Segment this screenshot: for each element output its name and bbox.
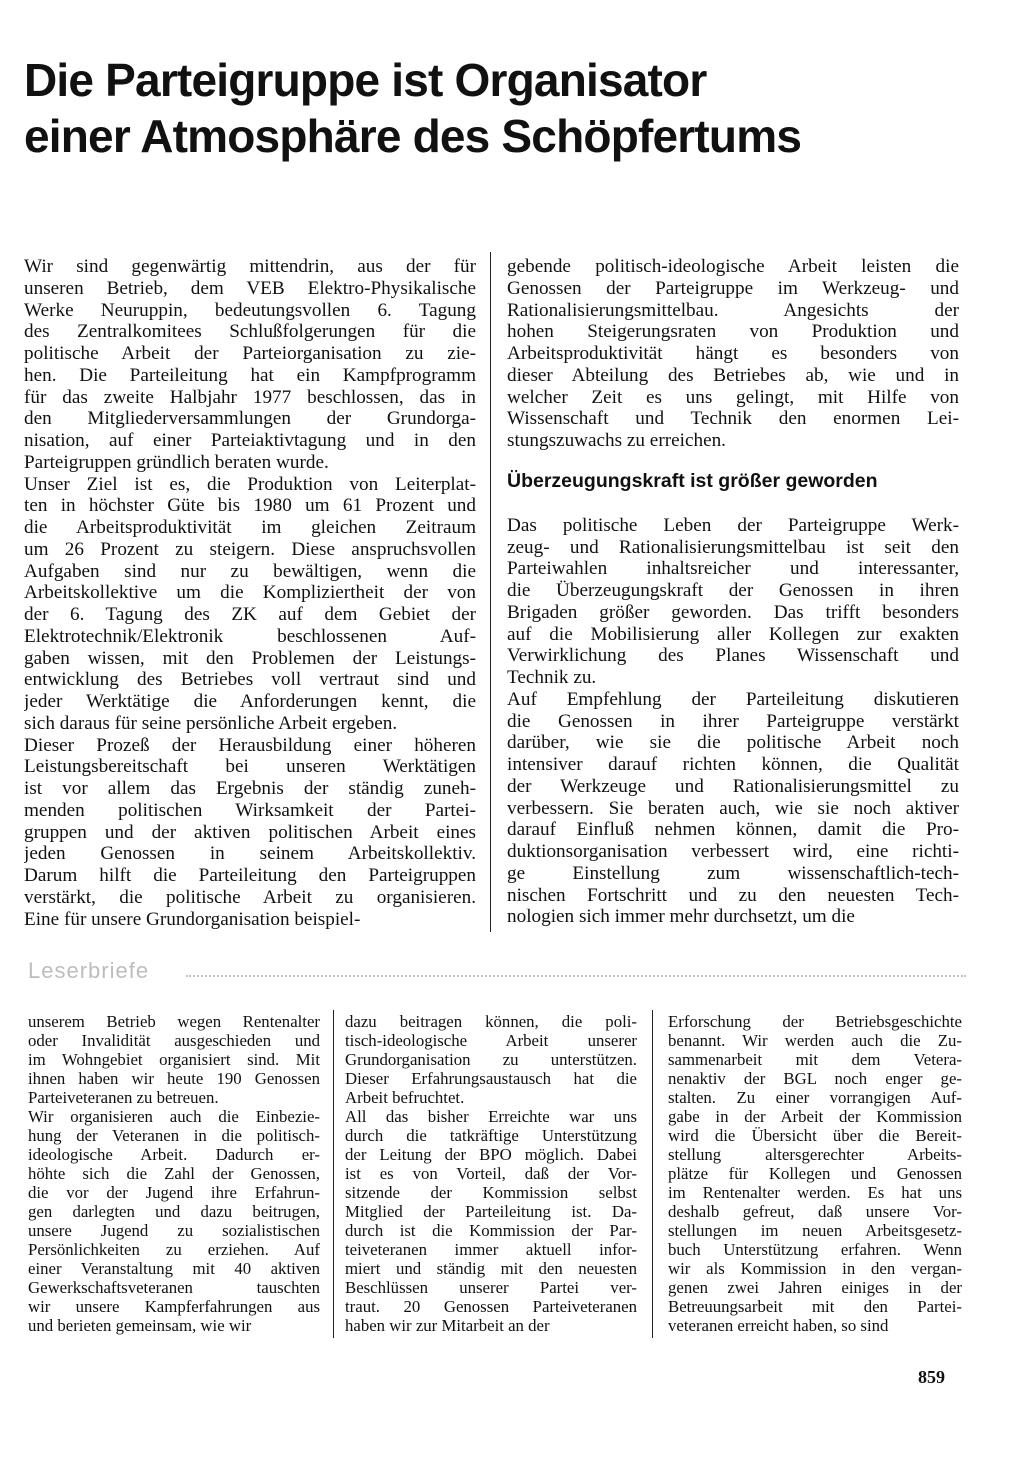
text-line: welcher Zeit es uns gelingt, mit Hilfe von [507,386,959,408]
text-line: Das politische Leben der Parteigruppe Werk- [507,514,959,536]
text-line: nisation, auf einer Parteiaktivtagung und in den [24,430,476,451]
letters-column-1 [28,1012,320,1335]
text-line: hung der Veteranen in die politisch- [28,1126,320,1145]
section-subheading: Überzeugungskraft ist größer geworden [507,469,878,492]
text-line: um 26 Prozent zu steigern. Diese anspruchsvollen [24,538,476,560]
text-line: Darum hilft die Parteileitung den Parteigruppen [24,865,476,886]
text-line: den Mitgliederversammlungen der Grundorga- [24,408,476,430]
text-line: Gewerkschaftsveteranen tauschten [28,1278,320,1297]
text-line: nenaktiv der BGL noch enger ge- [668,1069,962,1088]
text-line: durch ist die Kommission der Par- [345,1221,637,1240]
text-line: deshalb gefreut, daß unsere Vor- [668,1202,962,1221]
text-line: Unser Ziel ist es, die Produktion von Leiterplat- [24,473,476,495]
section-label-leserbriefe: Leserbriefe [28,958,150,983]
text-line: zeug- und Rationalisierungsmittelbau ist seit den [507,536,959,558]
text-line: Parteigruppen gründlich beraten wurde. [24,451,329,473]
text-line: gaben wissen, mit den Problemen der Leistungs- [24,647,476,669]
letters-column-3 [668,1012,962,1335]
text-line: der Leitung der BPO möglich. Dabei [345,1145,637,1164]
text-line: jeden Genossen in seinem Arbeitskollektiv. [24,843,476,865]
text-line: jeder Werktätige die Anforderungen kennt, die [24,691,476,712]
text-line: stellung altersgerechter Arbeits- [668,1145,962,1164]
column-divider [490,252,491,932]
text-line: höhte sich die Zahl der Genossen, [28,1164,320,1183]
article-text [24,256,476,930]
text-line: ist vor allem das Ergebnis der ständig zuneh- [24,778,476,799]
text-line: stungszuwachs zu erreichen. [507,430,726,451]
text-line: wird die Übersicht über die Bereit- [668,1126,962,1145]
text-line: Wir organisieren auch die Einbezie- [28,1107,320,1126]
text-line: hen. Die Parteileitung hat ein Kampfprogramm [24,364,476,386]
text-line: im Wohngebiet organisiert sind. Mit [28,1050,320,1069]
article-column-2 [507,256,959,928]
text-line: intensiver darauf richten können, die Qualität [507,754,959,775]
letter-text [668,1012,962,1335]
text-line: Dieser Prozeß der Herausbildung einer höheren [24,734,476,756]
text-line: benannt. Wir werden auch die Zu- [668,1031,962,1050]
text-line: einer Veranstaltung mit 40 aktiven [28,1259,320,1278]
text-line: tisch-ideologische Arbeit unserer [345,1031,637,1050]
text-line: Leistungsbereitschaft bei unseren Werktätigen [24,756,476,778]
text-line: verbessern. Sie beraten auch, wie sie noch aktiver [507,797,959,819]
text-line: Aufgaben sind nur zu bewältigen, wenn die [24,560,476,582]
text-line: die vor der Jugend ihre Erfahrun- [28,1183,320,1202]
text-line: Beschlüssen unserer Partei ver- [345,1278,637,1297]
text-line: dazu beitragen können, die poli- [345,1012,637,1031]
letter-text [28,1012,320,1335]
column-divider [652,1010,653,1338]
text-line: die Überzeugungskraft der Genossen in ihren [507,580,959,601]
text-line: Wir sind gegenwärtig mittendrin, aus der für [24,256,476,277]
text-line: Elektrotechnik/Elektronik beschlossenen Auf- [24,625,476,647]
text-line: wir unsere Kampferfahrungen aus [28,1297,320,1316]
text-line: Brigaden größer geworden. Das trifft besonders [507,601,959,623]
text-line: die Arbeitsproduktivität im gleichen Zeitraum [24,517,476,538]
article-title [24,52,984,164]
text-line: Wissenschaft und Technik den enormen Lei- [507,408,959,430]
text-line: stalten. Zu einer vorrangigen Auf- [668,1088,962,1107]
text-line: gruppen und der aktiven politischen Arbeit eines [24,821,476,843]
text-line: Rationalisierungsmittelbau. Angesichts der [507,299,959,321]
text-line: Parteiveteranen zu betreuen. [28,1088,219,1107]
text-line: teiveteranen immer aktuell infor- [345,1240,637,1259]
text-line: Arbeit befruchtet. [345,1088,465,1107]
text-line: unserem Betrieb wegen Rentenalter [28,1012,320,1031]
text-line: auf die Mobilisierung aller Kollegen zur exakten [507,623,959,645]
text-line: Dieser Erfahrungsaustausch hat die [345,1069,637,1088]
text-line: gabe in der Arbeit der Kommission [668,1107,962,1126]
text-line: der Werkzeuge und Rationalisierungsmittel zu [507,775,959,797]
text-line: Erforschung der Betriebsgeschichte [668,1012,962,1031]
text-line: Arbeitsproduktivität hängt es besonders von [507,343,959,364]
text-line: für das zweite Halbjahr 1977 beschlossen, das in [24,386,476,408]
text-line: darauf Einfluß nehmen können, damit die Pro- [507,819,959,841]
text-line: Werke Neuruppin, bedeutungsvollen 6. Tagung [24,299,476,321]
text-line: Technik zu. [507,667,597,688]
text-line: ideologische Arbeit. Dadurch er- [28,1145,320,1164]
text-line: politische Arbeit der Parteiorganisation zu zie- [24,343,476,364]
text-line: ihnen haben wir heute 190 Genossen [28,1069,320,1088]
text-line: dieser Abteilung des Betriebes ab, wie und in [507,364,959,386]
text-line: Mitglied der Parteileitung ist. Da- [345,1202,637,1221]
text-line: gen darlegten und dazu beitrugen, [28,1202,320,1221]
text-line: veteranen erreicht haben, so sind [668,1316,889,1335]
text-line: ist es von Vorteil, daß der Vor- [345,1164,637,1183]
text-line: der 6. Tagung des ZK auf dem Gebiet der [24,604,476,625]
text-line: plätze für Kollegen und Genossen [668,1164,962,1183]
text-line: unsere Jugend zu sozialistischen [28,1221,320,1240]
text-line: haben wir zur Mitarbeit an der [345,1316,550,1335]
text-line: Genossen der Parteigruppe im Werkzeug- und [507,277,959,299]
text-line: durch die tatkräftige Unterstützung [345,1126,637,1145]
text-line: Grundorganisation zu unterstützen. [345,1050,637,1069]
title-line-1: Die Parteigruppe ist Organisator [24,54,707,106]
text-line: duktionsorganisation verbessert wird, eine richti- [507,841,959,862]
article-column-1 [24,256,476,930]
text-line: Auf Empfehlung der Parteileitung diskutieren [507,688,959,710]
text-line: wir als Kommission in den vergan- [668,1259,962,1278]
text-line: All das bisher Erreichte war uns [345,1107,637,1126]
text-line: sammenarbeit mit dem Vetera- [668,1050,962,1069]
text-line: traut. 20 Genossen Parteiveteranen [345,1297,637,1316]
text-line: genen zwei Jahren einiges in der [668,1278,962,1297]
text-line: buch Unterstützung erfahren. Wenn [668,1240,962,1259]
text-line: des Zentralkomitees Schlußfolgerungen für die [24,321,476,343]
text-line: ten in höchster Güte bis 1980 um 61 Prozent und [24,495,476,517]
text-line: Persönlichkeiten zu erziehen. Auf [28,1240,320,1259]
text-line: menden politischen Wirksamkeit der Partei- [24,799,476,821]
text-line: die Genossen in ihrer Parteigruppe verstärkt [507,710,959,732]
text-line: miert und ständig mit den neuesten [345,1259,637,1278]
text-line: Parteiwahlen inhaltsreicher und interessanter, [507,558,959,580]
text-line: Eine für unsere Grundorganisation beispiel- [24,908,361,930]
text-line: im Rentenalter werden. Es hat uns [668,1183,962,1202]
article-text-continued [507,256,959,452]
text-line: und berieten gemeinsam, wie wir [28,1316,252,1335]
text-line: nischen Fortschritt und zu den neuesten Tech- [507,884,959,906]
text-line: sich daraus für seine persönliche Arbeit ergeben. [24,712,398,734]
column-divider [333,1010,334,1338]
text-line: stellungen im neuen Arbeitsgesetz- [668,1221,962,1240]
text-line: darüber, wie sie die politische Arbeit noch [507,732,959,754]
page-number: 859 [918,1367,945,1387]
text-line: ge Einstellung zum wissenschaftlich-tech- [507,862,959,884]
text-line: Betreuungsarbeit mit den Partei- [668,1297,962,1316]
text-line: entwicklung des Betriebes voll vertraut sind und [24,669,476,691]
title-line-2: einer Atmosphäre des Schöpfertums [24,110,802,162]
letter-text [345,1012,637,1335]
section-divider [186,975,966,977]
text-line: hohen Steigerungsraten von Produktion und [507,321,959,343]
article-text-section [507,515,959,928]
text-line: verstärkt, die politische Arbeit zu organisieren. [24,886,476,908]
text-line: nologien sich immer mehr durchsetzt, um die [507,906,855,928]
text-line: oder Invalidität ausgeschieden und [28,1031,320,1050]
text-line: Arbeitskollektive um die Kompliziertheit der von [24,582,476,604]
text-line: gebende politisch-ideologische Arbeit leisten die [507,256,959,277]
text-line: sitzende der Kommission selbst [345,1183,637,1202]
letters-column-2 [345,1012,637,1335]
text-line: unseren Betrieb, dem VEB Elektro-Physikalische [24,277,476,299]
text-line: Verwirklichung des Planes Wissenschaft und [507,645,959,667]
